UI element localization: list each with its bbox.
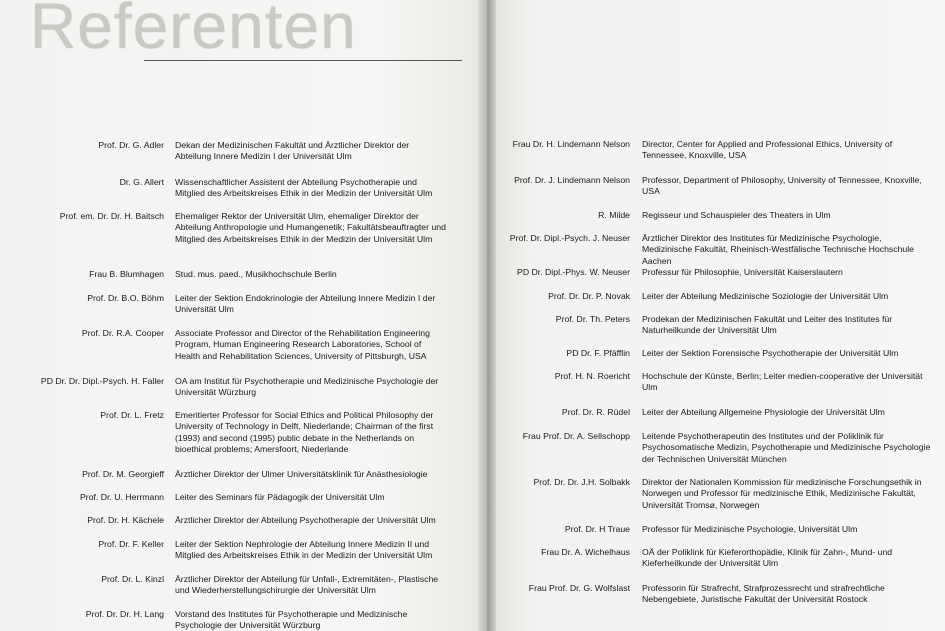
speaker-entry: [0, 328, 447, 362]
speaker-name: PD Dr. Dr. Dipl.-Psych. H. Faller: [40, 376, 164, 386]
speaker-name: Frau Dr. A. Wichelhaus: [541, 547, 630, 557]
speaker-name: Prof. Dr. G. Adler: [98, 140, 164, 150]
speaker-description: OA am Institut für Psychotherapie und Medizinische Psychologie der Universität Würzburg: [175, 376, 439, 398]
speaker-description: Ehemaliger Rektor der Universität Ulm, ehemaliger Direktor der Abteilung Anthropologie und Humangenetik; Fakultätsbeauftragter und Mitglied des Arbeitskreises Ethik in der Medizin der Universität Ulm: [175, 211, 446, 244]
speaker-name: Prof. Dr. Dr. H. Lang: [85, 609, 164, 619]
speaker-name: Dr. G. Allert: [119, 177, 164, 187]
speaker-description: Ärztlicher Direktor der Ulmer Universitätsklinik für Anästhesiologie: [175, 469, 428, 479]
speaker-entry: [496, 267, 934, 278]
speaker-name: Prof. Dr. F. Keller: [98, 539, 164, 549]
speaker-entry: [0, 492, 447, 503]
speaker-name: Prof. Dr. U. Herrmann: [80, 492, 164, 502]
speaker-entry: [496, 431, 934, 465]
speaker-description: Ärztlicher Direktor des Institutes für Medizinische Psychologie, Medizinische Fakultät, Rheinisch-Westfälische Technische Hochschule Aachen: [642, 233, 915, 266]
speaker-description: Leiter der Abteilung Medizinische Soziologie der Universität Ulm: [642, 291, 889, 301]
speaker-description: Vorstand des Institutes für Psychotherapie und Medizinische Psychologie der Universität Würzburg: [175, 609, 408, 631]
speaker-entry: [496, 139, 934, 162]
speaker-entry: [496, 233, 934, 267]
speaker-name: Prof. Dr. B.O. Böhm: [87, 293, 164, 303]
speaker-name: Frau Prof. Dr. A. Sellschopp: [522, 431, 630, 441]
speaker-description: Leitende Psychotherapeutin des Institutes und der Poliklinik für Psychosomatische Medizin, Psychotherapie und Medizinische Psychologie der Technischen Universität München: [642, 431, 931, 464]
speaker-description: Leiter der Sektion Endokrinologie der Abteilung Innere Medizin I der Universität Ulm: [175, 293, 436, 315]
speaker-name: Prof. Dr. R. Rüdel: [561, 407, 630, 417]
speaker-name: Prof. Dr. L. Fretz: [100, 410, 164, 420]
speaker-description: Wissenschaftlicher Assistent der Abteilung Psychotherapie und Mitglied des Arbeitskreises Ethik in der Medizin der Universität Ulm: [175, 177, 433, 199]
speaker-description: Prodekan der Medizinischen Fakultät und Leiter des Institutes für Naturheilkunde der Universität Ulm: [642, 314, 893, 336]
speaker-description: Ärztlicher Direktor der Abteilung für Unfall-, Extremitäten-, Plastische und Wiederherstellungschirurgie der Universität Ulm: [175, 574, 439, 596]
speaker-entry: [0, 539, 447, 562]
right-page: [496, 0, 945, 631]
speaker-entry: [496, 547, 934, 570]
speaker-description: Direktor der Nationalen Kommission für medizinische Forschungsethik in Norwegen und Professor für medizinische Ethik, Medizinische Fakultät, Universität Tromsø, Norwegen: [642, 477, 922, 510]
speaker-name: Frau B. Blumhagen: [89, 269, 164, 279]
speaker-entry: [0, 293, 447, 316]
speaker-description: Director, Center for Applied and Professional Ethics, University of Tennessee, Knoxville, USA: [642, 139, 893, 161]
speaker-name: Prof. Dr. L. Kinzl: [101, 574, 164, 584]
speaker-description: Professorin für Strafrecht, Strafprozessrecht und strafrechtliche Nebengebiete, Juristische Fakultät der Universität Rostock: [642, 583, 885, 605]
speaker-name: Frau Dr. H. Lindemann Nelson: [512, 139, 630, 149]
speaker-description: Professur für Philosophie, Universität Kaiserslautern: [642, 267, 843, 277]
speaker-name: Frau Prof. Dr. G. Wolfslast: [528, 583, 630, 593]
speaker-name: Prof. Dr. H Traue: [564, 524, 630, 534]
speaker-entry: [0, 211, 447, 245]
speaker-name: PD Dr. F. Pfäfflin: [566, 348, 630, 358]
speaker-entry: [0, 609, 447, 631]
speaker-description: OÄ der Poliklink für Kieferorthopädie, Klinik für Zahn-, Mund- und Kieferheilkunde der Universität Ulm: [642, 547, 893, 569]
speaker-entry: [0, 410, 447, 456]
speaker-entry: [496, 210, 934, 221]
speaker-name: Prof. Dr. J. Lindemann Nelson: [514, 175, 630, 185]
speaker-description: Leiter der Sektion Forensische Psychotherapie der Universität Ulm: [642, 348, 899, 358]
speaker-entry: [0, 376, 447, 399]
speaker-entry: [496, 291, 934, 302]
speaker-description: Associate Professor and Director of the Rehabilitation Engineering Program, Human Engineering Research Laboratories, School of Health and Rehabilitation Sciences, University of Pittsburgh, USA: [175, 328, 430, 361]
speaker-name: PD Dr. Dipl.-Phys. W. Neuser: [517, 267, 630, 277]
speaker-entry: [496, 371, 934, 394]
speaker-entry: [496, 524, 934, 535]
speaker-description: Professor für Medizinische Psychologie, Universität Ulm: [642, 524, 858, 534]
speaker-entry: [0, 269, 447, 280]
speaker-entry: [0, 177, 447, 200]
speaker-description: Professor, Department of Philosophy, University of Tennessee, Knoxville, USA: [642, 175, 922, 197]
speaker-name: Prof. Dr. R.A. Cooper: [81, 328, 164, 338]
book-gutter: [478, 0, 496, 631]
speaker-description: Leiter der Abteilung Allgemeine Physiologie der Universität Ulm: [642, 407, 885, 417]
speaker-description: Emeritierter Professor for Social Ethics and Political Philosophy der University of Technology in Delft, Niederlande; Chairman of the first (1993) and second (1995) public debate in the Netherlands on bioethical problems; Amersfoort, Niederlande: [175, 410, 434, 455]
title-rule: [144, 60, 462, 61]
speaker-description: Stud. mus. paed., Musikhochschule Berlin: [175, 269, 337, 279]
speaker-entry: [0, 469, 447, 480]
speaker-entry: [0, 515, 447, 526]
speaker-name: Prof. Dr. H. Kächele: [87, 515, 164, 525]
speaker-entry: [496, 314, 934, 337]
page-title: Referenten: [30, 0, 357, 62]
speaker-name: Prof. Dr. Dipl.-Psych. J. Neuser: [509, 233, 630, 243]
speaker-description: Hochschule der Künste, Berlin; Leiter medien-cooperative der Universität Ulm: [642, 371, 923, 393]
speaker-name: Prof. Dr. Th. Peters: [555, 314, 630, 324]
speaker-entry: [0, 574, 447, 597]
speaker-name: Prof. em. Dr. Dr. H. Baitsch: [59, 211, 164, 221]
speaker-entry: [496, 407, 934, 418]
speaker-entry: [496, 175, 934, 198]
speaker-name: Prof. Dr. M. Georgieff: [82, 469, 164, 479]
speaker-name: Prof. Dr. Dr. J.H. Solbakk: [533, 477, 630, 487]
speaker-entry: [496, 477, 934, 511]
speaker-description: Leiter der Sektion Nephrologie der Abteilung Innere Medizin II und Mitglied des Arbeitskreises Ethik in der Medizin der Universität Ulm: [175, 539, 433, 561]
speaker-description: Ärztlicher Direktor der Abteilung Psychotherapie der Universität Ulm: [175, 515, 436, 525]
speaker-entry: [496, 583, 934, 606]
speaker-description: Dekan der Medizinischen Fakultät und Ärztlicher Direktor der Abteilung Innere Medizin I der Universität Ulm: [175, 140, 410, 162]
speaker-name: R. Milde: [598, 210, 630, 220]
speaker-entry: [0, 140, 447, 163]
speaker-name: Prof. H. N. Roericht: [554, 371, 630, 381]
speaker-description: Leiter des Seminars für Pädagogik der Universität Ulm: [175, 492, 385, 502]
speaker-entry: [496, 348, 934, 359]
speaker-description: Regisseur und Schauspieler des Theaters in Ulm: [642, 210, 831, 220]
speaker-name: Prof. Dr. Dr. P. Novak: [548, 291, 630, 301]
